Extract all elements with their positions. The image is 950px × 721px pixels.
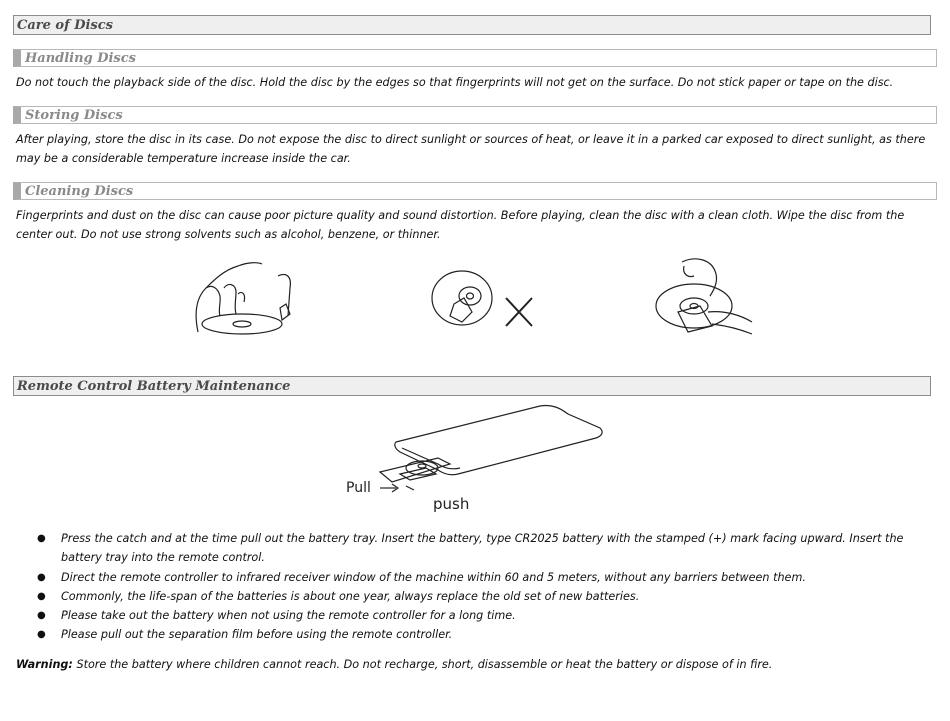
bullet-icon: ● [37, 571, 46, 583]
list-item [36, 568, 916, 587]
cleaning-discs-heading: Cleaning Discs [13, 182, 937, 200]
list-item-text: Press the catch and at the time pull out the battery tray. Insert the battery, type CR2025 battery with the stamped (+) mark facing upward. Insert the battery tray into the remote control. [61, 532, 904, 565]
bullet-icon: ● [37, 590, 46, 602]
care-of-discs-heading: Care of Discs [13, 15, 931, 35]
list-item [36, 529, 916, 568]
warning-label: Warning: [16, 658, 73, 671]
remote-battery-tray-illustration [340, 402, 610, 502]
list-item-text: Commonly, the life-span of the batteries is about one year, always replace the old set of new batteries. [61, 589, 640, 603]
handling-discs-text: Do not touch the playback side of the disc. Hold the disc by the edges so that fingerprints will not get on the surface. Do not stick paper or tape on the disc. [16, 76, 894, 89]
bullet-icon: ● [37, 533, 46, 544]
list-item-text: Please take out the battery when not using the remote controller for a long time. [61, 609, 516, 623]
cleaning-discs-text: Fingerprints and dust on the disc can cause poor picture quality and sound distortion. Before playing, clean the disc with a clean cloth. Wipe the disc from the center out. Do not use strong solvents such as alcohol, benzene, or thinner. [16, 209, 905, 241]
warning-note [16, 656, 931, 673]
bullet-icon: ● [37, 629, 46, 641]
push-label: push [433, 495, 470, 513]
warning-text: Store the battery where children cannot reach. Do not recharge, short, disassemble or heat the battery or dispose of in fire. [72, 658, 773, 671]
remote-battery-heading: Remote Control Battery Maintenance [13, 376, 931, 396]
handling-discs-heading: Handling Discs [13, 49, 937, 67]
battery-instructions-list [36, 529, 916, 645]
pull-label: Pull [346, 480, 371, 496]
list-item-text: Direct the remote controller to infrared receiver window of the machine within 60 and 5 meters, without any barriers between them. [61, 570, 806, 584]
list-item-text: Please pull out the separation film before using the remote controller. [61, 628, 453, 642]
list-item [36, 625, 916, 644]
disc-with-tape-no-illustration [430, 268, 540, 330]
bullet-icon: ● [37, 610, 46, 622]
hand-holding-disc-illustration [190, 258, 300, 338]
storing-discs-text: After playing, store the disc in its case. Do not expose the disc to direct sunlight or sources of heat, or leave it in a parked car exposed to direct sunlight, as there may be a considerable temperature increase inside the car. [16, 133, 926, 165]
storing-discs-heading: Storing Discs [13, 106, 937, 124]
cleaning-disc-cloth-illustration [652, 256, 762, 346]
list-item [36, 606, 916, 625]
list-item [36, 587, 916, 606]
